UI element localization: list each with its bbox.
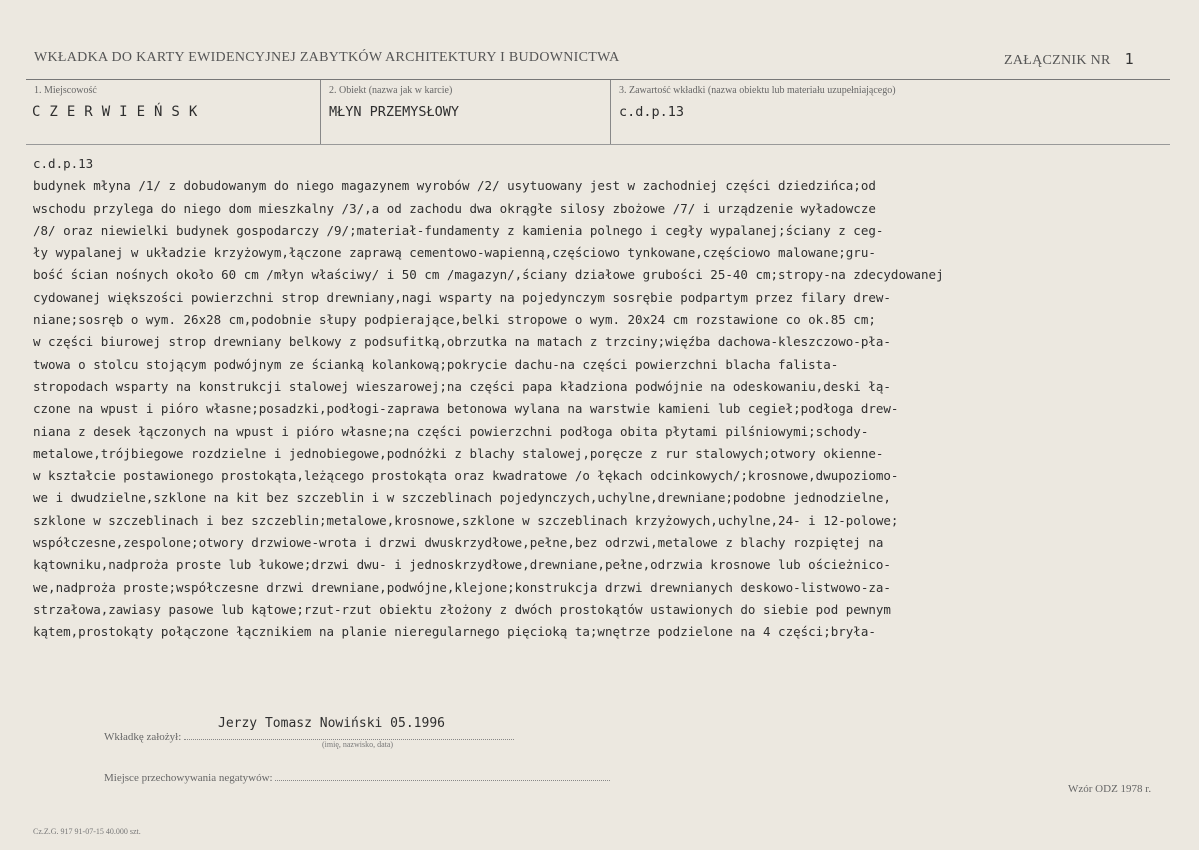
object-cell xyxy=(320,80,611,144)
form-title: WKŁADKA DO KARTY EWIDENCYJNEJ ZABYTKÓW ARCHITEKTURY I BUDOWNICTWA xyxy=(34,50,620,65)
object-value: MŁYN PRZEMYSŁOWY xyxy=(329,104,460,120)
text-line: stropodach wsparty na konstrukcji stalowej wieszarowej;na części papa kładziona podwójnie na odeskowaniu,deski łą- xyxy=(33,378,891,394)
location-cell xyxy=(26,80,320,144)
text-line: twowa o stolcu stojącym podwójnym ze ścianką kolankową;pokrycie dachu-na części powierzchni blacha falista- xyxy=(33,356,839,372)
location-label: 1. Miejscowość xyxy=(34,85,97,96)
print-info: Cz.Z.G. 917 91-07-15 40.000 szt. xyxy=(33,827,141,836)
founder-hint: (imię, nazwisko, data) xyxy=(322,740,394,749)
text-line: współczesne,zespolone;otwory drzwiowe-wrota i drzwi dwuskrzydłowe,pełne,bez odrzwi,metalowe z blachy rozpiętej na xyxy=(33,535,884,551)
founder-label: Wkładkę założył: xyxy=(104,731,182,743)
text-line: kątem,prostokąty połączone łącznikiem na planie nieregularnego pięcioką ta;wnętrze podzielone na 4 części;bryła- xyxy=(33,624,876,640)
content-cell xyxy=(610,80,1171,144)
text-line: wschodu przylega do niego dom mieszkalny /3/,a od zachodu dwa okrągłe silosy zbożowe /7/ i urządzenie wyładowcze xyxy=(33,200,876,216)
text-line: we,nadproża proste;współczesne drzwi drewniane,podwójne,klejone;konstrukcja drzwi drewnianych deskowo-listwowo-za- xyxy=(33,579,891,595)
text-line: we i dwudzielne,szklone na kit bez szczeblin i w szczeblinach pojedynczych,uchylne,drewniane;podobne jednodzielne, xyxy=(33,490,891,506)
model-info: Wzór ODZ 1978 r. xyxy=(1068,783,1152,795)
attachment-block xyxy=(1004,50,1134,69)
object-label: 2. Obiekt (nazwa jak w karcie) xyxy=(329,85,453,96)
content-value: c.d.p.13 xyxy=(619,104,685,120)
text-line: cydowanej większości powierzchni strop drewniany,nagi wsparty na pojedynczym sosrębie podpartym przez filary drew- xyxy=(33,289,891,305)
text-line: budynek młyna /1/ z dobudowanym do niego magazynem wyrobów /2/ usytuowany jest w zachodniej części dziedzińca;od xyxy=(33,178,876,194)
text-line: czone na wpust i pióro własne;posadzki,podłogi-zaprawa betonowa wylana na warstwie kamieni lub cegieł;podłoga drew- xyxy=(33,401,899,417)
text-line: w kształcie postawionego prostokąta,leżącego prostokąta oraz kwadratowe /o łękach odcinkowych/;krosnowe,dwupoziomo- xyxy=(33,468,899,484)
text-line: bość ścian nośnych około 60 cm /młyn właściwy/ i 50 cm /magazyn/,ściany działowe grubości 25-40 cm;stropy-na zdecydowanej xyxy=(33,267,944,283)
text-line: kątowniku,nadproża proste lub łukowe;drzwi dwu- i jednoskrzydłowe,drewniane,pełne,odrzwia krosnowe lub ościeżnico- xyxy=(33,557,891,573)
text-line: /8/ oraz niewielki budynek gospodarczy /9/;materiał-fundamenty z kamienia polnego i cegły wypalanej;ściany z ceg- xyxy=(33,222,884,238)
text-line: niana z desek łączonych na wpust i pióro własne;na części powierzchni podłoga obita płytami pilśniowymi;schody- xyxy=(33,423,869,439)
description-text xyxy=(33,153,1173,644)
content-label: 3. Zawartość wkładki (nazwa obiektu lub materiału uzupełniającego) xyxy=(619,85,896,96)
negatives-label: Miejsce przechowywania negatywów: xyxy=(104,772,273,784)
attachment-label: ZAŁĄCZNIK NR xyxy=(1004,53,1111,68)
text-line: szklone w szczeblinach i bez szczeblin;metalowe,krosnowe,szklone w szczeblinach krzyżowych,uchylne,24- i 12-polowe; xyxy=(33,512,899,528)
location-value: CZERWIEŃSK xyxy=(32,104,207,120)
founder-value: Jerzy Tomasz Nowiński 05.1996 xyxy=(218,716,445,731)
text-line: ły wypalanej w układzie krzyżowym,łączone zaprawą cementowo-wapienną,częściowo tynkowane,częściowo malowane;gru- xyxy=(33,245,876,261)
form-header xyxy=(34,50,1164,66)
negatives-dotted-line xyxy=(275,780,610,781)
text-line: c.d.p.13 xyxy=(33,156,94,171)
form-fields-box xyxy=(26,79,1170,145)
text-line: w części biurowej strop drewniany belkowy z podsufitką,obrzutka na matach z trzciny;więźba dachowa-kleszczowo-pła- xyxy=(33,334,891,350)
founder-row xyxy=(104,731,514,743)
text-line: strzałowa,zawiasy pasowe lub kątowe;rzut-rzut obiektu złożony z dwóch prostokątów ustawionych do siebie pod pewnym xyxy=(33,601,891,617)
negatives-row xyxy=(104,772,610,784)
text-line: niane;sosręb o wym. 26x28 cm,podobnie słupy podpierające,belki stropowe o wym. 20x24 cm rozstawione co ok.85 cm; xyxy=(33,312,876,328)
attachment-number: 1 xyxy=(1124,50,1134,68)
text-line: metalowe,trójbiegowe rozdzielne i jednobiegowe,podnóżki z blachy stalowej,poręcze z rur stalowych;otwory okienne- xyxy=(33,445,884,461)
